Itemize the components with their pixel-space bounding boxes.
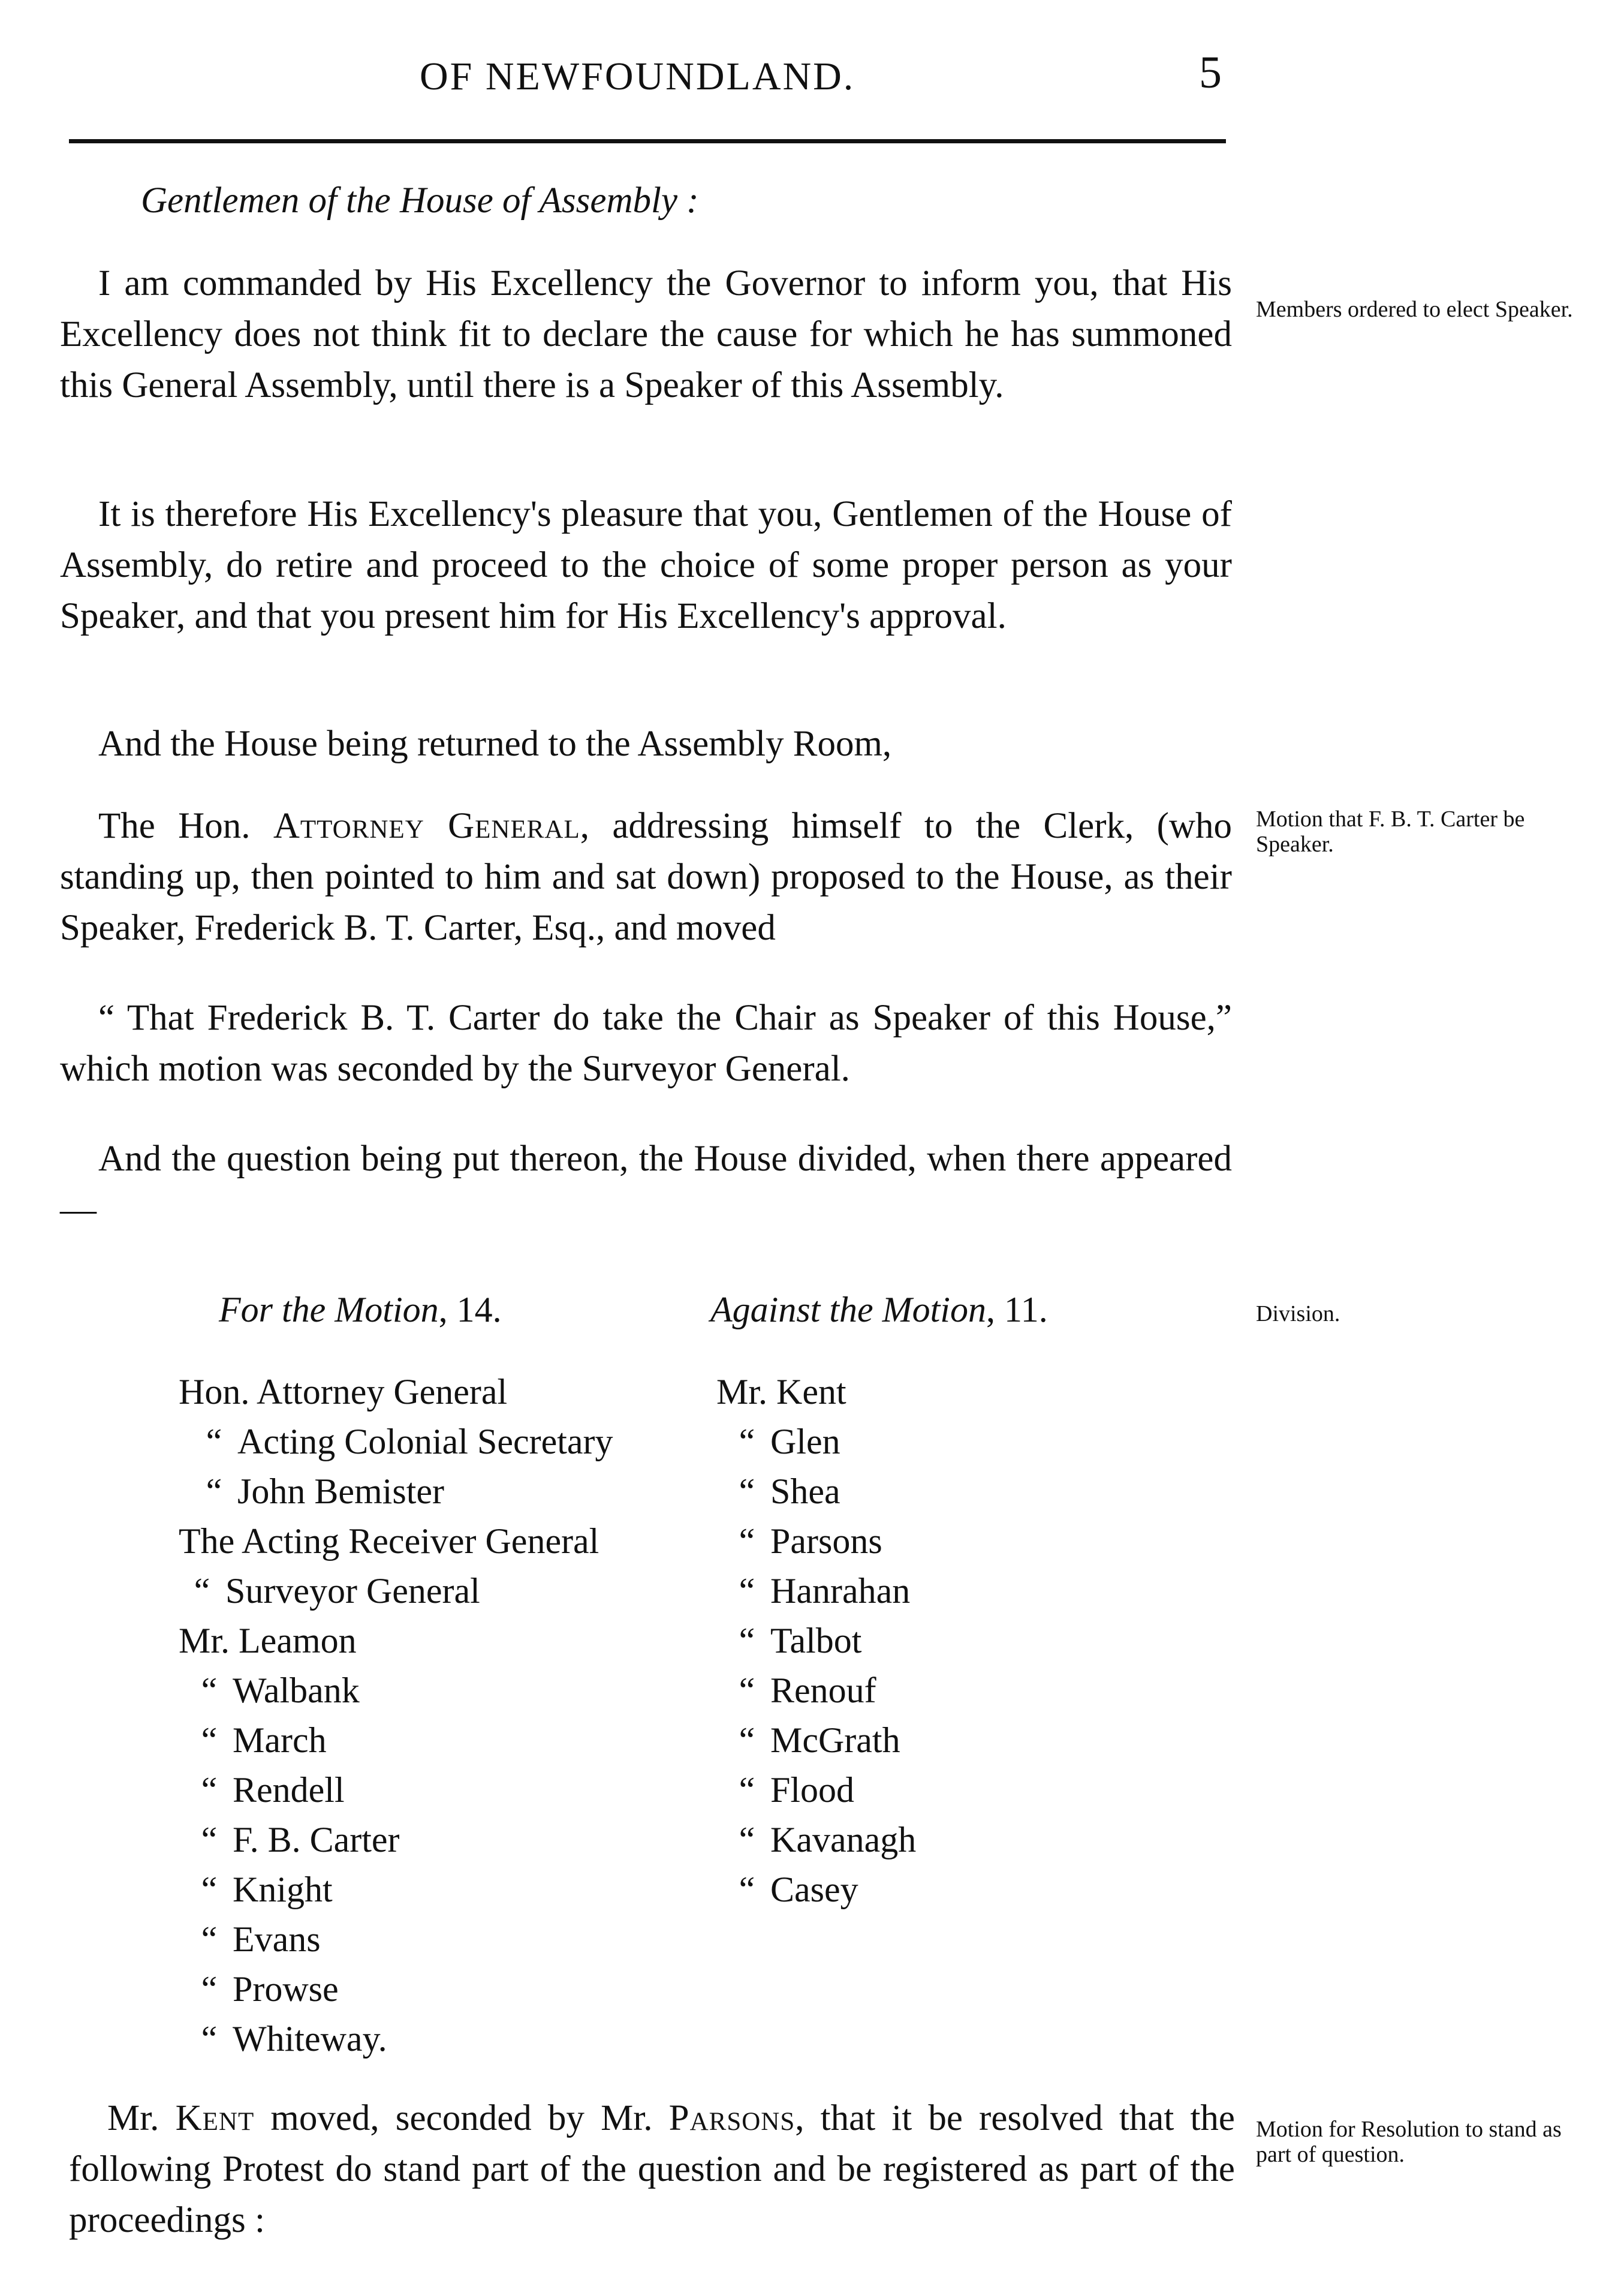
list-item: “ Shea xyxy=(739,1472,840,1511)
salutation: Gentlemen of the House of Assembly : xyxy=(141,180,699,221)
list-item: “ Acting Colonial Secretary xyxy=(206,1422,613,1461)
list-item: “ F. B. Carter xyxy=(201,1820,400,1859)
list-item: “ McGrath xyxy=(739,1720,900,1760)
paragraph-text: moved, seconded by Mr. xyxy=(254,2098,669,2138)
margin-note-resolution: Motion for Resolution to stand as part of question. xyxy=(1256,2117,1562,2167)
margin-note-division: Division. xyxy=(1256,1301,1340,1326)
paragraph-governor-command xyxy=(60,258,1232,411)
list-item: “ Talbot xyxy=(739,1621,862,1660)
list-item: “ Casey xyxy=(739,1870,858,1909)
header-rule xyxy=(69,139,1226,143)
list-item: “ Flood xyxy=(739,1770,855,1810)
list-item: “ Kavanagh xyxy=(739,1820,917,1859)
list-item: “ Evans xyxy=(201,1919,321,1959)
list-item: “ March xyxy=(201,1720,327,1760)
list-item: Mr. Leamon xyxy=(179,1621,357,1660)
paragraph-text: , addressing himself to the Clerk, (who standing up, then pointed to him and sat down) proposed to the House, as their Speaker, Frederick B. T. Carter, Esq., and moved xyxy=(60,806,1233,948)
paragraph-text: The Hon. xyxy=(98,806,273,846)
list-item: “ Rendell xyxy=(201,1770,345,1810)
paragraph-kent-protest-motion xyxy=(69,2093,1235,2246)
paragraph-motion-text xyxy=(60,992,1232,1094)
list-item: “ Renouf xyxy=(739,1671,876,1710)
list-item: “ John Bemister xyxy=(206,1472,444,1511)
against-motion-heading xyxy=(710,1289,1048,1331)
paragraph-text: , that it be resolved that the following Protest do stand part of the question and be registered as part of the proceedings : xyxy=(69,2098,1235,2240)
list-item: “ Hanrahan xyxy=(739,1571,911,1611)
paragraph-text: “ That Frederick B. T. Carter do take the Chair as Speaker of this House,” which motion was seconded by the Surveyor General. xyxy=(60,998,1232,1089)
against-count: , 11. xyxy=(986,1290,1048,1329)
kent-name: Kent xyxy=(175,2098,255,2138)
attorney-general-name: Attorney General xyxy=(273,806,580,846)
list-item: “ Prowse xyxy=(201,1969,339,2009)
paragraph-division-intro xyxy=(60,1133,1232,1235)
margin-note-carter-speaker: Motion that F. B. T. Carter be Speaker. xyxy=(1256,807,1525,857)
running-header-title: OF NEWFOUNDLAND. xyxy=(420,55,855,98)
paragraph-house-returned xyxy=(60,718,1232,769)
paragraph-text: I am commanded by His Excellency the Governor to inform you, that His Excellency does not think fit to declare the cause for which he has summoned this General Assembly, until there is a Speaker of this Assembly. xyxy=(60,263,1232,405)
paragraph-text: Mr. xyxy=(107,2098,176,2138)
parsons-name: Parsons xyxy=(668,2098,796,2138)
list-item: “ Surveyor General xyxy=(194,1571,480,1611)
list-item: “ Glen xyxy=(739,1422,840,1461)
list-item: The Acting Receiver General xyxy=(179,1521,599,1561)
paragraph-attorney-general-proposal xyxy=(60,801,1232,953)
page-number: 5 xyxy=(1199,47,1222,98)
paragraph-choose-speaker xyxy=(60,489,1232,642)
for-motion-heading xyxy=(219,1289,502,1331)
paragraph-text: And the House being returned to the Assembly Room, xyxy=(98,724,892,764)
list-item: “ Walbank xyxy=(201,1671,360,1710)
list-item: “ Knight xyxy=(201,1870,333,1909)
paragraph-text: And the question being put thereon, the House divided, when there appeared— xyxy=(60,1139,1232,1230)
paragraph-text: It is therefore His Excellency's pleasure that you, Gentlemen of the House of Assembly, do retire and proceed to the choice of some proper person as your Speaker, and that you present him for His Excellency's approval. xyxy=(60,494,1232,636)
for-count: , 14. xyxy=(438,1290,502,1329)
against-motion-list xyxy=(716,1367,916,1915)
for-motion-list xyxy=(179,1367,613,2064)
list-item: Mr. Kent xyxy=(716,1372,846,1412)
list-item: “ Parsons xyxy=(739,1521,882,1561)
list-item: Hon. Attorney General xyxy=(179,1372,508,1412)
list-item: “ Whiteway. xyxy=(201,2019,387,2059)
for-heading-label: For the Motion xyxy=(219,1290,439,1329)
margin-note-elect-speaker: Members ordered to elect Speaker. xyxy=(1256,297,1573,322)
against-heading-label: Against the Motion xyxy=(710,1290,986,1329)
